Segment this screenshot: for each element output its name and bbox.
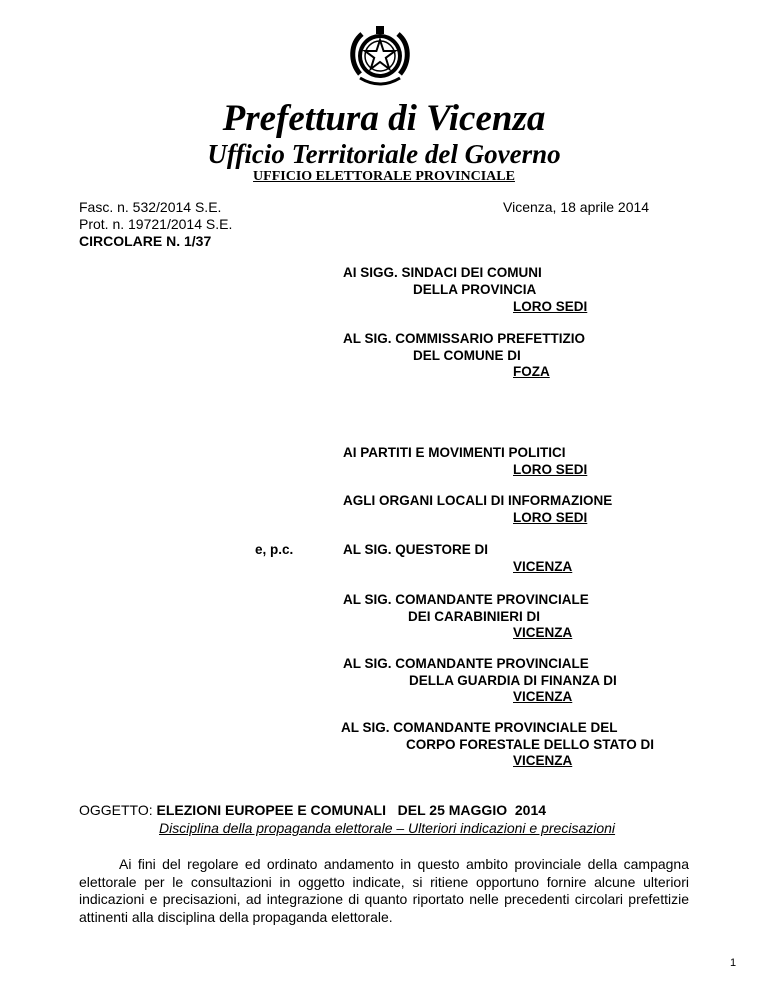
addressee-carabinieri-line2: DEI CARABINIERI DI (408, 609, 541, 624)
addressee-partiti-line1: AI PARTITI E MOVIMENTI POLITICI (343, 445, 566, 460)
addressee-sindaci-line3: LORO SEDI (513, 299, 588, 314)
document-date: Vicenza, 18 aprile 2014 (503, 199, 650, 215)
subject-label: OGGETTO: (79, 802, 157, 818)
addressee-partiti-line2: LORO SEDI (513, 462, 588, 477)
addressee-commissario-line3: FOZA (513, 364, 550, 379)
office-name: UFFICIO ELETTORALE PROVINCIALE (253, 169, 515, 184)
prot-number: Prot. n. 19721/2014 S.E. (79, 216, 233, 232)
reference-block (79, 199, 232, 250)
addressee-sindaci-line1: AI SIGG. SINDACI DEI COMUNI (343, 265, 542, 280)
body-paragraph: Ai fini del regolare ed ordinato andamento in questo ambito provinciale della campagna elettorale per le consultazioni in oggetto indicate, si ritiene opportuno fornire alcune ulteriori indicazioni e precisazioni, ad integrazione di quanto riportato nelle precedenti circolari prefettizie attinenti alla disciplina della propaganda elettorale. (79, 856, 689, 925)
subject-title: ELEZIONI EUROPEE E COMUNALI DEL 25 MAGGIO 2014 (156, 802, 547, 818)
subject-line (79, 802, 546, 819)
addressee-informazione-line1: AGLI ORGANI LOCALI DI INFORMAZIONE (343, 493, 613, 508)
page-subtitle: Ufficio Territoriale del Governo (207, 139, 561, 169)
per-conoscenza-label: e, p.c. (255, 542, 294, 557)
addressee-finanza-line2: DELLA GUARDIA DI FINANZA DI (409, 673, 617, 688)
addressee-commissario-line2: DEL COMUNE DI (413, 348, 521, 363)
addressee-finanza-line3: VICENZA (513, 689, 573, 704)
addressee-questore-line1: AL SIG. QUESTORE DI (343, 542, 489, 557)
addressee-forestale-line1: AL SIG. COMANDANTE PROVINCIALE DEL (341, 720, 618, 735)
subject-subtitle: Disciplina della propaganda elettorale – Ulteriori indicazioni e precisazioni (159, 820, 616, 836)
fasc-number: Fasc. n. 532/2014 S.E. (79, 199, 222, 215)
addressee-commissario-line1: AL SIG. COMMISSARIO PREFETTIZIO (343, 331, 586, 346)
italian-republic-emblem-icon (346, 22, 414, 94)
addressee-carabinieri-line3: VICENZA (513, 625, 573, 640)
page-number: 1 (730, 957, 737, 969)
circolare-number: CIRCOLARE N. 1/37 (79, 233, 212, 249)
addressee-finanza-line1: AL SIG. COMANDANTE PROVINCIALE (343, 656, 589, 671)
addressee-forestale-line2: CORPO FORESTALE DELLO STATO DI (406, 737, 655, 752)
addressee-questore-line2: VICENZA (513, 559, 573, 574)
addressee-sindaci-line2: DELLA PROVINCIA (413, 282, 537, 297)
addressee-forestale-line3: VICENZA (513, 753, 573, 768)
addressee-informazione-line2: LORO SEDI (513, 510, 588, 525)
addressee-carabinieri-line1: AL SIG. COMANDANTE PROVINCIALE (343, 592, 589, 607)
page-title: Prefettura di Vicenza (222, 98, 546, 139)
